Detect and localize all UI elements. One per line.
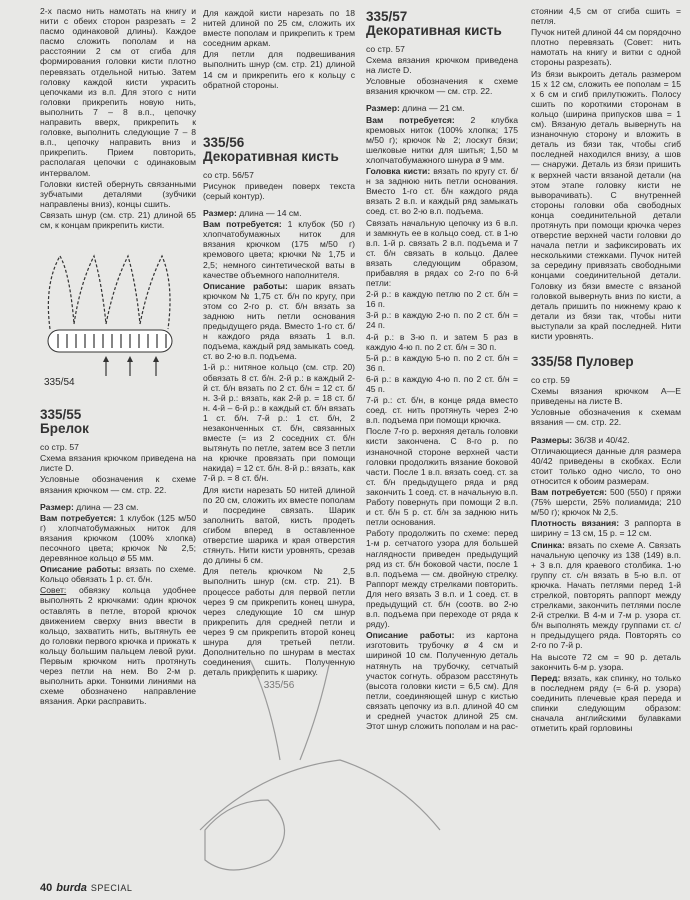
text-paragraph: Для петли для подвешивания выполнить шнур (см. стр. 21) длиной 14 см и прикрепить его к кольцу с обратной стороны.: [203, 49, 355, 90]
size-paragraph: Размер: длина — 21 см.: [366, 103, 465, 114]
page-reference: со стр. 56/57: [203, 169, 254, 180]
text-paragraph: Условные обозначения к схеме вязания крючком — см. стр. 22.: [366, 76, 518, 97]
instructions-paragraph: Описание работы: из картона изготовить трубочку ø 4 см и шириной 10 см. Полученную деталь натянуть на трубочку, сетчатый участок согнуть. образом расстянуть (высота головки кисти = 6,5 см). Для петли, соединяющей шнур с кистью связать цепочку из в.п. длиной 40 см и средней участок длиной 25 см. Этот шнур сложить пополам и на рас-: [366, 630, 518, 732]
figure-label: 335/56: [263, 680, 295, 692]
section-heading: 335/57 Декоративная кисть: [366, 9, 502, 38]
materials-paragraph: Вам потребуется: 2 клубка кремовых ниток (100% хлопка; 175 м/50 г); крючок № 2; лоскут бязи; шелковые нитки для шитья; 1,50 м хлопчатобумажного шнура ø 9 мм.: [366, 114, 518, 165]
section-heading: 335/58 Пуловер: [531, 354, 634, 370]
text-paragraph: Отличающиеся данные для размера 40/42 приведены в скобках. Если стоит только одно число, то оно относится к обоим размерам.: [531, 445, 681, 486]
row-7: 7-й р.: ст. б/н, в конце ряда вместо соед. ст. нить протянуть через 2-ю в.п. подъема при помощи крючка.: [366, 395, 518, 426]
page-reference: со стр. 57: [40, 442, 79, 453]
text-paragraph: Условные обозначения к схеме вязания крючком — см. стр. 22.: [40, 474, 196, 495]
row-6: 6-й р.: в каждую 4-ю п. по 2 ст. б/н = 45 п.: [366, 373, 518, 394]
page-number: 40: [40, 882, 53, 894]
tip-paragraph: Совет: обвязку кольца удобнее выполнять 2 крючками: один крючок оставлять в петле, второй крючок движением сверху вниз ввести в кольцо, захватить нить, вытянуть ее до головки первого крючка и прижать к кольцу большим пальцем левой руки. Первым крючком нить протянуть через петли на нем. Во 2-м р. выполнить арки. Тонкими линиями на схеме обозначено направление вязания. Арки расправить.: [40, 585, 196, 707]
text-paragraph: Схема вязания крючком приведена на листе D.: [366, 55, 518, 76]
text-paragraph: Пучок нитей длиной 44 см порядочно плотно перевязать (Совет: нить намотать на книгу и витки с одной стороны разрезать).: [531, 27, 681, 68]
section-heading: 335/55 Брелок: [40, 407, 89, 437]
page-reference: со стр. 59: [531, 375, 570, 386]
text-paragraph: Для кисти нарезать 50 нитей длиной по 20 см, сложить их вместе пополам и посредине связать. Шарик заполнить ватой, кисть продеть сгибом вперед в оставленное отверстие шарика и края отверстия стянуть. Нити кисти уровнять, срезав до длины 6 см.: [203, 484, 355, 566]
text-paragraph: Рисунок приведен поверх текста (серый контур).: [203, 180, 355, 201]
head-paragraph: Головка кисти: вязать по кругу ст. б/н за заднюю нить петли основания. Вместо 1-го ст. б/н каждого ряда вязать 2 в.п. и каждый ряд замыкать соед. ст. во 2-ю в.п. подъема.: [366, 166, 518, 217]
row-4: 4-й р.: в 3-ю п. и затем 5 раз в каждую 4-ю п. по 2 ст. б/н = 30 п.: [366, 331, 518, 352]
density-paragraph: Плотность вязания: 3 раппорта в ширину = 13 см, 15 р. = 12 см.: [531, 518, 681, 539]
row-2: 2-й р.: в каждую петлю по 2 ст. б/н = 16 п.: [366, 289, 518, 310]
front-paragraph: Перед: вязать, как спинку, но только в последнем ряду (= 6-й р. узора) соединить плечевые края переда и спинки следующим образом: сначала английскими булавками отметить край горловины: [531, 672, 681, 734]
size-paragraph: Размер: длина — 23 см.: [40, 501, 139, 512]
text-paragraph: Условные обозначения к схемам вязания — см. стр. 22.: [531, 407, 681, 428]
text-paragraph: Для петель крючком № 2,5 выполнить шнур (см. стр. 21). В процессе работы для первой петли через 9 см прикрепить конец шнура, через следующие 10 см шнур прикрепить для средней петли и через 9 см прикрепить второй конец шнура для третьей петли. Дополнительно по шнурам в местах соединения сшить. Полученную деталь прикрепить к шарику.: [203, 566, 355, 678]
column-2: [203, 8, 355, 692]
rows-paragraph: 1-й р.: нитяное кольцо (см. стр. 20) обвязать 8 ст. б/н. 2-й р.: в каждый 2-й ст. б/н вязать по 2 ст. б/н = 12 ст. б/н. 3-й р.: вязать, как 2-й р. = 18 ст. б/н. 4-й – 6-й р.: в каждый ст. б/н вязать 1 ст. б/н. 7-й р.: 1 ст. б/н, 2 незаконченных ст. б/н, связанных вместе (= из 2 соседних ст. б/н вытянуть по петле, затем все 3 петли на крючке провязать при помощи накида) = 12 ст. б/н. 8-й р.: вязать, как 7-й р. = 8 ст. б/н.: [203, 362, 355, 484]
text-paragraph: Схема вязания крючком приведена на листе D.: [40, 453, 196, 474]
instructions-paragraph: Описание работы: шарик вязать крючком № 1,75 ст. б/н по кругу, при этом со 2-го р. ст. б/н вязать за заднюю нить петли основания предыдущего ряда. Вместо 1-го ст. б/н каждого ряда вязать 1 в.п. подъема, каждый ряд замыкать соед. ст. во 2-ю в.п. подъема.: [203, 280, 355, 362]
text-paragraph: На высоте 72 см = 90 р. деталь закончить 6-м р. узора.: [531, 651, 681, 672]
edition-label: SPECIAL: [90, 883, 133, 893]
figure-label: 335/54: [44, 377, 75, 389]
text-paragraph: После 7-го р. верхняя деталь головки кисти закончена. С 8-го р. по изнаночной стороне верхней части головки продолжить вязание боковой части. После 1 в.п. вязать соед. ст. за ст. б/н предыдущего ряда и ряд закончить 1 соед. ст. в начальную в.п. Работу повернуть при помощи 2 в.п. и ст. б/н 5 р. ст. б/н за заднюю нить петли основания.: [366, 426, 518, 528]
text-paragraph: Для каждой кисти нарезать по 18 нитей длиной по 25 см, сложить их вместе пополам и прикрепить к трем соседним аркам.: [203, 8, 355, 49]
column-4: [531, 6, 681, 734]
text-paragraph: 2-х пасмо нить намотать на книгу и нити с обеих сторон разрезать = 2 пасмо одинаковой длины). Каждое пасмо сложить пополам и на расстоянии 2 см от сгиба для формирования головки кисти плотно перевязать отдельной нитью. Затем головку каждой кисти украсить цепочками из в.п. Для этого с нити головки прикрепить новую нить, выполнить 7 – 8 в.п., цепочку направить вверх, прикрепить к головке, выполнить следующие 7 – 8 в.п., цепочку направить вниз и прикрепить. Прием повторить, располагая цепочки с одинаковым интервалом.: [40, 6, 196, 178]
page-footer: [40, 882, 132, 894]
page-reference: со стр. 57: [366, 44, 405, 54]
text-paragraph: Головки кистей обернуть связанными зубчатыми деталями (зубчики направлены вниз), концы сшить.: [40, 178, 196, 209]
brand-logo: burda: [56, 882, 87, 894]
back-paragraph: Спинка: вязать по схеме А. Связать начальную цепочку из 138 (149) в.п. + 3 в.п. для краевого столбика. 1-ю группу ст. с/н вязать в 5-ю в.п. от крючка. Начать петлями перед 1-й стрелкой, повторять раппорт между стрелками, закончить петлями после 2-й стрелки. В 4-м и 7-м р. узора ст. б/н выполнять между группами ст. с/н предыдущего ряда. Повторять со 2-го по 7-й р.: [531, 539, 681, 651]
text-paragraph: стоянии 4,5 см от сгиба сшить = петля.: [531, 6, 681, 27]
materials-paragraph: Вам потребуется: 1 клубок (50 г) хлопчатобумажных ниток для вязания крючком (175 м/50 г) кремового цвета; крючки № 1,75 и 2,5; немного синтетической ваты в качестве объемного наполнителя.: [203, 219, 355, 280]
row-5: 5-й р.: в каждую 5-ю п. по 2 ст. б/н = 36 п.: [366, 352, 518, 373]
size-paragraph: Размеры: 36/38 и 40/42.: [531, 434, 630, 445]
size-paragraph: Размер: длина — 14 см.: [203, 208, 302, 219]
tassel-diagram: [40, 244, 196, 384]
text-paragraph: Схемы вязания крючком А—Е приведены на листе В.: [531, 386, 681, 407]
text-paragraph: Работу продолжить по схеме: перед 1-м р. сетчатого узора для большей наглядности приведен предыдущий ряд из ст. б/н боковой части, после 1 в.п. подъема — см. двойную стрелку. Раппорт между стрелками повторить. Для него вязать 3 в.п. и 1 соед. ст. в предыдущий ст. б/н (соотв. во 2-ю в.п. подъема при переходе от ряда к ряду).: [366, 528, 518, 630]
materials-paragraph: Вам потребуется: 500 (550) г пряжи (75% шерсти, 25% полиамида; 210 м/50 г); крючок № 2,5.: [531, 487, 682, 518]
column-1: [40, 6, 196, 708]
section-heading: 335/56 Декоративная кисть: [203, 134, 339, 164]
materials-paragraph: Вам потребуется: 1 клубок (125 м/50 г) хлопчатобумажных ниток для вязания крючком (100% хлопка) песочного цвета; крючок № 2,5; деревянное кольцо ø 55 мм.: [40, 512, 196, 564]
column-3: [366, 6, 518, 732]
text-paragraph: Из бязи выкроить деталь размером 15 х 12 см, сложить ее пополам = 15 х 6 см и сгиб прилутюжить. Полосу сшить по короткими сторонам в кольцо (ширина припусков шва = 1 см). Вязаную деталь вывернуть на изнаночную сторону и вложить в деталь из бязи так, чтобы сгиб последней находился внизу, а шов — снаружи. Деталь из бязи пришить к верхней части вязаной детали (на этом этапе головку кисти не выворачивать). С внутренней стороны головки оба свободных конца соединительной детали протянуть при помощи крючка через отверстие верхней части головки до начала петли и зафиксировать их несколькими стежками. Пучок нитей за середину привязать свободными концами соединительной детали. Головку из бязи вместе с вязаной головкой вывернуть вниз по кисти, а деталь пришить по нижнему краю к детали из бязи так, чтобы нити выступали за край последней. Нити кисти уровнять.: [531, 68, 681, 341]
text-paragraph: Связать шнур (см. стр. 21) длиной 65 см, к концам прикрепить кисти.: [40, 209, 196, 230]
instructions-paragraph: Описание работы: вязать по схеме. Кольцо обвязать 1 р. ст. б/н.: [40, 564, 197, 585]
row-3: 3-й р.: в каждую 2-ю п. по 2 ст. б/н = 24 п.: [366, 310, 518, 331]
text-paragraph: Связать начальную цепочку из 6 в.п. и замкнуть ее в кольцо соед. ст. в 1-ю в.п. 1-й р. связать 2 в.п. подъема и 7 ст. б/н связать в кольцо. Далее вязать следующим образом, прибавляя в рядах со 2-го по 6-й петли:: [366, 217, 518, 289]
